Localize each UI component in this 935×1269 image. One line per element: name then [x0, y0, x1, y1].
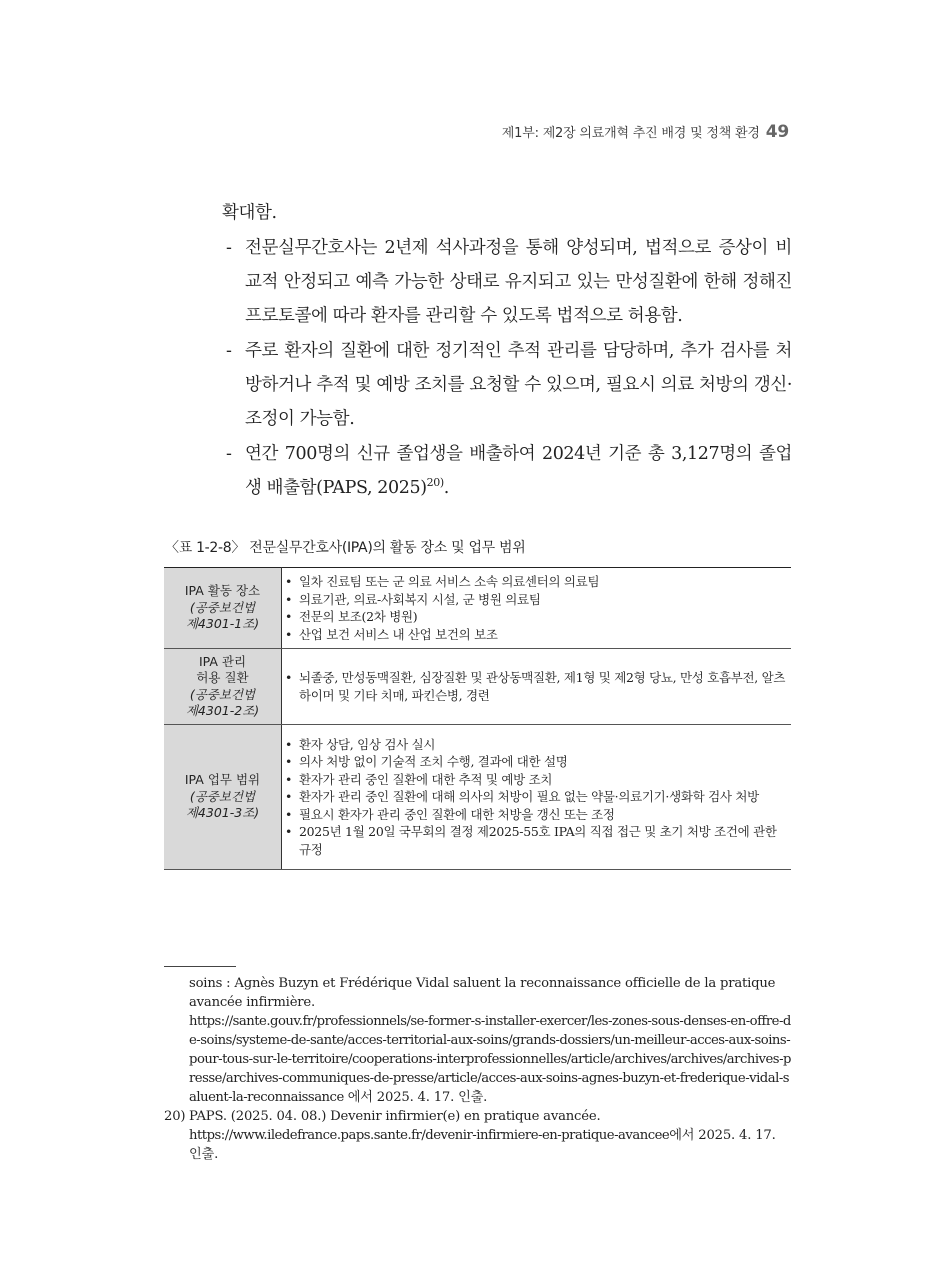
bullet-item [222, 231, 792, 333]
list-item: • 의사 처방 없이 기술적 조치 수행, 결과에 대한 설명 [282, 753, 791, 771]
row-body [282, 649, 792, 725]
law-reference: 제4301-2조) [185, 703, 260, 718]
bullet-dash: - [226, 444, 232, 464]
table-row [164, 649, 791, 725]
footnote-number: 20) [164, 1109, 186, 1124]
page-number: 49 [765, 122, 789, 142]
law-reference: (공중보건법 [189, 686, 256, 702]
list-item: • 산업 보건 서비스 내 산업 보건의 보조 [282, 626, 791, 644]
list-item: • 뇌졸중, 만성동맥질환, 심장질환 및 관상동맥질환, 제1형 및 제2형 당뇨, 만성 호흡부전, 알츠하이머 및 기타 치매, 파킨슨병, 경련 [282, 669, 791, 704]
row-header [164, 649, 282, 725]
running-header [502, 122, 789, 142]
footnotes [164, 974, 791, 1164]
list-item: • 환자가 관리 중인 질환에 대해 의사의 처방이 필요 없는 약물·의료기기·생화학 검사 처방 [282, 788, 791, 806]
row-header-title: IPA 활동 장소 [184, 583, 261, 599]
table-row [164, 568, 791, 649]
row-header-title: IPA 업무 범위 [184, 772, 261, 788]
bullet-text: 전문실무간호사는 2년제 석사과정을 통해 양성되며, 법적으로 증상이 비교적 안정되고 예측 가능한 상태로 유지되고 있는 만성질환에 한해 정해진 프로토콜에 따라 환자를 관리할 수 있도록 법적으로 허용함. [245, 238, 792, 326]
running-title: 제1부: 제2장 의료개혁 추진 배경 및 정책 환경 [501, 126, 760, 141]
bullet-item [222, 334, 792, 436]
law-reference: (공중보건법 [189, 788, 256, 804]
row-body [282, 725, 792, 870]
row-header [164, 568, 282, 649]
ipa-scope-table [164, 567, 791, 870]
footnote-continued [164, 974, 791, 1107]
law-reference: 제4301-1조) [185, 616, 260, 632]
law-reference: 제4301-3조) [185, 805, 260, 821]
row-header-title: 허용 질환 [196, 670, 249, 685]
footnote-ref[interactable]: 20) [426, 476, 444, 489]
body-text [222, 196, 792, 507]
bullet-tail: . [443, 478, 449, 498]
footnote-text: soins : Agnès Buzyn et Frédérique Vidal saluent la reconnaissance officielle de la pratique avancée infirmière. [189, 976, 776, 1010]
list-item: • 의료기관, 의료-사회복지 시설, 군 병원 의료팀 [282, 591, 791, 609]
lead-sentence: 확대함. [222, 203, 277, 223]
row-header [164, 725, 282, 870]
list-item: • 전문의 보조(2차 병원) [282, 608, 791, 626]
bullet-item [222, 437, 792, 507]
law-reference: (공중보건법 [189, 599, 256, 615]
bullet-text: 연간 700명의 신규 졸업생을 배출하여 2024년 기준 총 3,127명의 졸업생 배출함(PAPS, 2025) [245, 444, 792, 498]
list-item: • 2025년 1월 20일 국무회의 결정 제2025-55호 IPA의 직접 접근 및 초기 처방 조건에 관한 규정 [282, 823, 791, 858]
row-body [282, 568, 792, 649]
footnote-20 [164, 1107, 791, 1164]
footnote-text: PAPS. (2025. 04. 08.) Devenir infirmier(e) en pratique avancée. [189, 1109, 601, 1124]
footnote-divider [164, 966, 236, 967]
list-item: • 환자 상담, 임상 검사 실시 [282, 736, 791, 754]
bullet-dash: - [226, 238, 232, 258]
footnote-suffix: 에서 2025. 4. 17. 인출. [343, 1090, 488, 1105]
list-item: • 일차 진료팀 또는 군 의료 서비스 소속 의료센터의 의료팀 [282, 573, 791, 591]
footnote-link[interactable]: https://www.iledefrance.paps.sante.fr/devenir-infirmiere-en-pratique-avancee [189, 1128, 670, 1143]
footnote-suffix: 에서 2025. 4. 17. 인출. [189, 1128, 776, 1162]
bullet-dash: - [226, 341, 232, 361]
row-header-title: IPA 관리 [198, 653, 247, 669]
table-row [164, 725, 791, 870]
footnote-link[interactable]: https://sante.gouv.fr/professionnels/se-former-s-installer-exercer/les-zones-sous-denses-en-offre-de-soins/systeme-de-sante/acces-territorial-aux-soins/grands-dossiers/un-meilleur-acces-aux-soins-pour-tous-sur-le-territoire/cooperations-interprofessionnelles/article/archives/archives/archives-presse/archives-communiques-de-presse/article/acces-aux-soins-agnes-buzyn-et-frederique-vidal-saluent-la-reconnaissance [189, 1014, 791, 1105]
list-item: • 필요시 환자가 관리 중인 질환에 대한 처방을 갱신 또는 조정 [282, 806, 791, 824]
list-item: • 환자가 관리 중인 질환에 대한 추적 및 예방 조치 [282, 771, 791, 789]
bullet-text: 주로 환자의 질환에 대한 정기적인 추적 관리를 담당하며, 추가 검사를 처방하거나 추적 및 예방 조치를 요청할 수 있으며, 필요시 의료 처방의 갱신·조정이 가능함. [245, 341, 792, 429]
table-caption: 〈표 1-2-8〉 전문실무간호사(IPA)의 활동 장소 및 업무 범위 [165, 540, 526, 556]
